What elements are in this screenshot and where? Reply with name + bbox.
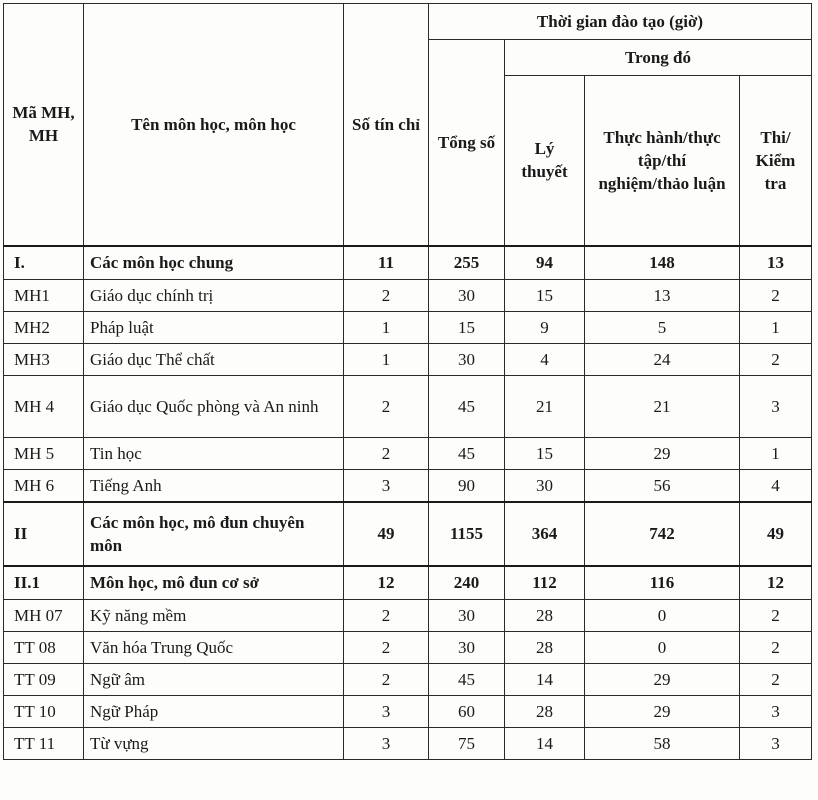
row-credits: 11 xyxy=(344,246,429,280)
table-row xyxy=(4,280,812,312)
row-exam: 13 xyxy=(740,246,812,280)
row-exam: 1 xyxy=(740,312,812,344)
row-code: I. xyxy=(4,246,84,280)
row-practice: 116 xyxy=(585,566,740,600)
row-theory: 28 xyxy=(505,600,585,632)
row-credits: 3 xyxy=(344,696,429,728)
row-name: Các môn học, mô đun chuyên môn xyxy=(84,502,344,566)
row-exam: 3 xyxy=(740,376,812,438)
row-credits: 3 xyxy=(344,728,429,760)
row-name: Ngữ Pháp xyxy=(84,696,344,728)
row-exam: 2 xyxy=(740,664,812,696)
row-practice: 56 xyxy=(585,470,740,502)
row-code: MH 07 xyxy=(4,600,84,632)
row-practice: 13 xyxy=(585,280,740,312)
row-total: 75 xyxy=(429,728,505,760)
row-name: Các môn học chung xyxy=(84,246,344,280)
row-total: 45 xyxy=(429,376,505,438)
row-theory: 21 xyxy=(505,376,585,438)
row-exam: 4 xyxy=(740,470,812,502)
row-credits: 49 xyxy=(344,502,429,566)
row-practice: 24 xyxy=(585,344,740,376)
row-practice: 21 xyxy=(585,376,740,438)
header-code: Mã MH, MH xyxy=(4,4,84,246)
row-total: 60 xyxy=(429,696,505,728)
row-total: 30 xyxy=(429,280,505,312)
row-code: TT 08 xyxy=(4,632,84,664)
row-total: 90 xyxy=(429,470,505,502)
row-code: MH 4 xyxy=(4,376,84,438)
row-credits: 2 xyxy=(344,600,429,632)
row-theory: 28 xyxy=(505,632,585,664)
row-theory: 14 xyxy=(505,664,585,696)
row-credits: 1 xyxy=(344,344,429,376)
row-practice: 0 xyxy=(585,600,740,632)
table-row xyxy=(4,344,812,376)
row-theory: 30 xyxy=(505,470,585,502)
table-row xyxy=(4,312,812,344)
row-name: Văn hóa Trung Quốc xyxy=(84,632,344,664)
row-code: TT 09 xyxy=(4,664,84,696)
row-total: 1155 xyxy=(429,502,505,566)
row-total: 45 xyxy=(429,664,505,696)
row-theory: 112 xyxy=(505,566,585,600)
row-exam: 2 xyxy=(740,280,812,312)
table-row xyxy=(4,470,812,502)
row-theory: 4 xyxy=(505,344,585,376)
row-name: Giáo dục chính trị xyxy=(84,280,344,312)
row-name: Tiếng Anh xyxy=(84,470,344,502)
table-row xyxy=(4,246,812,280)
curriculum-table xyxy=(3,3,812,760)
row-name: Giáo dục Quốc phòng và An ninh xyxy=(84,376,344,438)
row-code: MH3 xyxy=(4,344,84,376)
row-exam: 3 xyxy=(740,728,812,760)
row-credits: 2 xyxy=(344,280,429,312)
row-theory: 15 xyxy=(505,438,585,470)
table-row xyxy=(4,502,812,566)
row-theory: 94 xyxy=(505,246,585,280)
header-exam: Thi/ Kiểm tra xyxy=(740,76,812,246)
row-theory: 28 xyxy=(505,696,585,728)
row-theory: 15 xyxy=(505,280,585,312)
header-credits: Số tín chỉ xyxy=(344,4,429,246)
row-practice: 742 xyxy=(585,502,740,566)
row-exam: 12 xyxy=(740,566,812,600)
table-row xyxy=(4,632,812,664)
row-practice: 148 xyxy=(585,246,740,280)
row-credits: 3 xyxy=(344,470,429,502)
row-total: 30 xyxy=(429,600,505,632)
row-name: Giáo dục Thể chất xyxy=(84,344,344,376)
row-total: 255 xyxy=(429,246,505,280)
row-total: 45 xyxy=(429,438,505,470)
row-exam: 49 xyxy=(740,502,812,566)
row-code: TT 11 xyxy=(4,728,84,760)
row-name: Kỹ năng mềm xyxy=(84,600,344,632)
row-code: MH1 xyxy=(4,280,84,312)
row-exam: 2 xyxy=(740,344,812,376)
table-row xyxy=(4,728,812,760)
row-practice: 5 xyxy=(585,312,740,344)
row-exam: 3 xyxy=(740,696,812,728)
table-row xyxy=(4,696,812,728)
row-theory: 9 xyxy=(505,312,585,344)
table-row xyxy=(4,438,812,470)
table-row xyxy=(4,664,812,696)
row-code: MH2 xyxy=(4,312,84,344)
row-code: TT 10 xyxy=(4,696,84,728)
row-credits: 2 xyxy=(344,376,429,438)
row-credits: 2 xyxy=(344,632,429,664)
row-exam: 2 xyxy=(740,632,812,664)
table-row xyxy=(4,600,812,632)
header-name: Tên môn học, môn học xyxy=(84,4,344,246)
row-credits: 2 xyxy=(344,438,429,470)
row-name: Tin học xyxy=(84,438,344,470)
row-code: MH 5 xyxy=(4,438,84,470)
row-total: 30 xyxy=(429,344,505,376)
row-total: 15 xyxy=(429,312,505,344)
row-total: 30 xyxy=(429,632,505,664)
row-practice: 0 xyxy=(585,632,740,664)
row-name: Từ vựng xyxy=(84,728,344,760)
row-code: MH 6 xyxy=(4,470,84,502)
row-credits: 2 xyxy=(344,664,429,696)
row-practice: 29 xyxy=(585,696,740,728)
row-practice: 29 xyxy=(585,664,740,696)
row-total: 240 xyxy=(429,566,505,600)
header-training-time: Thời gian đào tạo (giờ) xyxy=(429,4,812,40)
row-exam: 2 xyxy=(740,600,812,632)
row-name: Môn học, mô đun cơ sở xyxy=(84,566,344,600)
row-credits: 12 xyxy=(344,566,429,600)
row-theory: 364 xyxy=(505,502,585,566)
row-exam: 1 xyxy=(740,438,812,470)
row-credits: 1 xyxy=(344,312,429,344)
header-of-which: Trong đó xyxy=(505,40,812,76)
row-name: Ngữ âm xyxy=(84,664,344,696)
table-row xyxy=(4,376,812,438)
row-practice: 58 xyxy=(585,728,740,760)
table-row xyxy=(4,566,812,600)
header-total: Tổng số xyxy=(429,40,505,246)
row-code: II.1 xyxy=(4,566,84,600)
row-theory: 14 xyxy=(505,728,585,760)
header-theory: Lý thuyết xyxy=(505,76,585,246)
row-practice: 29 xyxy=(585,438,740,470)
header-practice: Thực hành/thực tập/thí nghiệm/thảo luận xyxy=(585,76,740,246)
row-name: Pháp luật xyxy=(84,312,344,344)
row-code: II xyxy=(4,502,84,566)
